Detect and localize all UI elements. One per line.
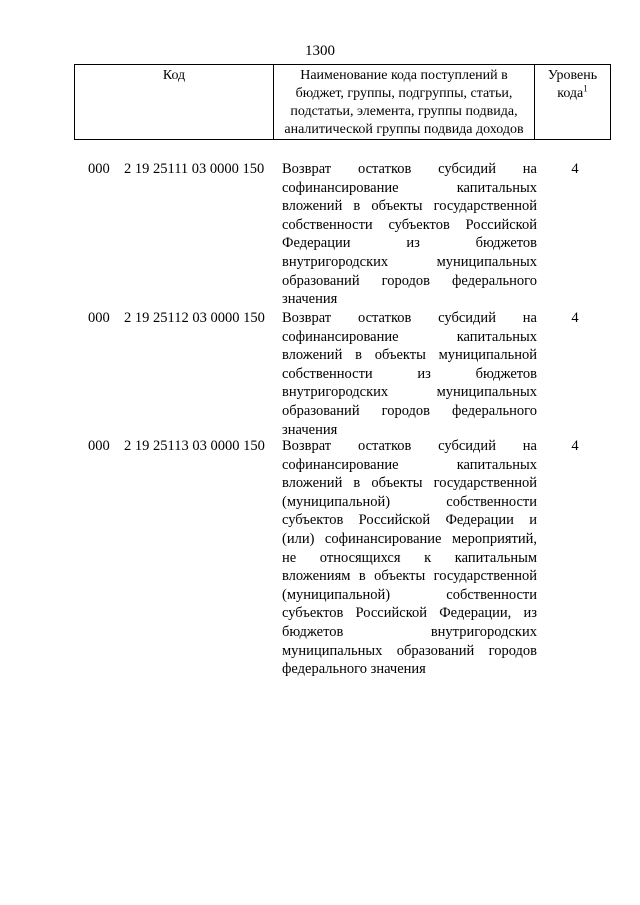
footnote-marker: 1 bbox=[583, 83, 588, 94]
code-description: Возврат остатков субсидий на софинансирование капитальных вложений в объекты муниципальной собственности из бюджетов внутригородских муниципальных образований городов федерального значения bbox=[282, 310, 537, 438]
code-prefix: 000 bbox=[88, 310, 110, 326]
revenue-code: 2 19 25112 03 0000 150 bbox=[124, 310, 265, 326]
code-prefix: 000 bbox=[88, 161, 110, 177]
column-header-level bbox=[535, 65, 611, 140]
code-level: 4 bbox=[571, 161, 579, 177]
code-description: Возврат остатков субсидий на софинансирование капитальных вложений в объекты государственной собственности субъектов Российской Федерации из бюджетов внутригородских муниципальных образований городов федерального значения bbox=[282, 161, 537, 308]
column-header-code: Код bbox=[75, 65, 274, 140]
code-prefix: 000 bbox=[88, 438, 110, 454]
table-header bbox=[74, 64, 611, 140]
code-level: 4 bbox=[571, 310, 579, 326]
column-header-name: Наименование кода поступлений в бюджет, группы, подгруппы, статьи, подстатьи, элемента, группы подвида, аналитической группы подвида доходов bbox=[274, 65, 535, 140]
column-header-level-label: Уровень кода bbox=[547, 68, 598, 101]
page-number: 1300 bbox=[305, 43, 335, 59]
code-description: Возврат остатков субсидий на софинансирование капитальных вложений в объекты государственной (муниципальной) собственности субъектов Российской Федерации и (или) софинансирование мероприятий, не относящихся к капитальным вложениям в объекты государственной (муниципальной) собственности субъектов Российской Федерации, из бюджетов внутригородских муниципальных образований городов федерального значения bbox=[282, 438, 537, 678]
revenue-code: 2 19 25113 03 0000 150 bbox=[124, 438, 265, 454]
revenue-code: 2 19 25111 03 0000 150 bbox=[124, 161, 265, 177]
code-level: 4 bbox=[571, 438, 579, 454]
table-header-row bbox=[75, 65, 611, 140]
